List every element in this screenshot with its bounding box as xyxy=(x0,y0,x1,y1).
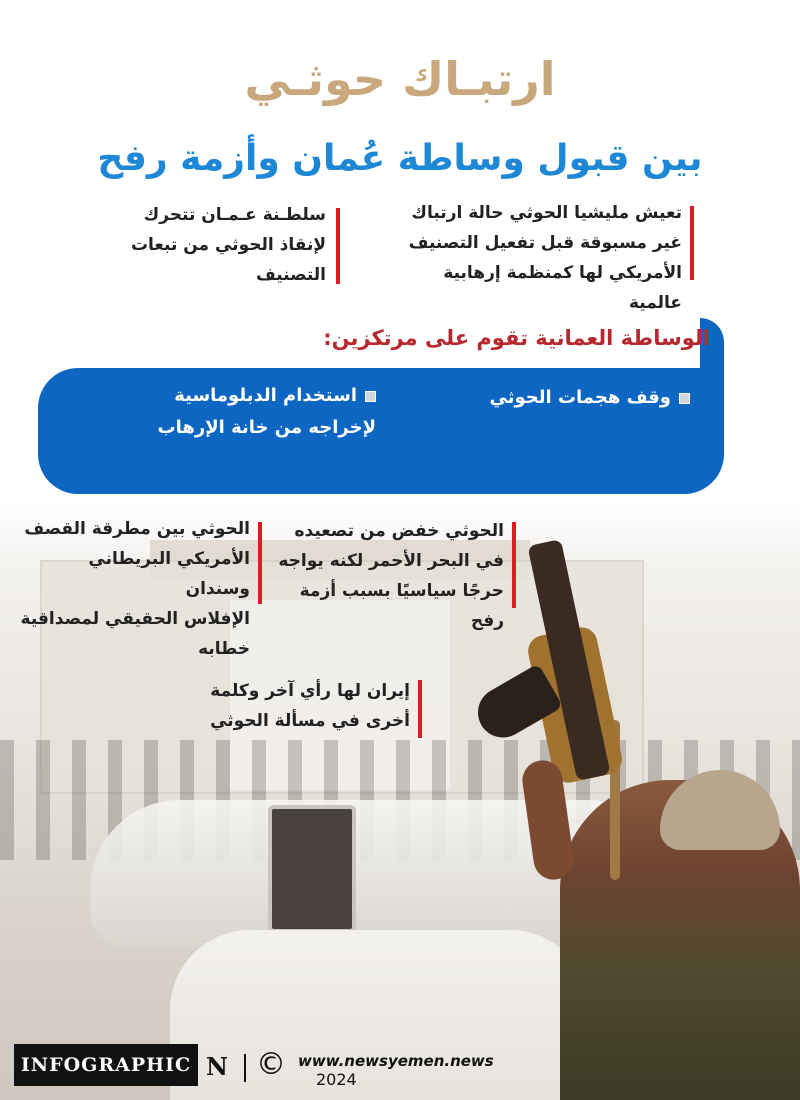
main-subtitle: بين قبول وساطة عُمان وأزمة رفح xyxy=(97,138,703,179)
point-line: الأمريكي البريطاني وسندان xyxy=(88,549,250,599)
copyright-icon: © xyxy=(256,1047,286,1082)
point-line: الحوثي بين مطرقة القصف xyxy=(24,519,250,539)
point-line: غير مسبوقة قبل تفعيل التصنيف xyxy=(408,233,682,253)
point-line: إيران لها رأي آخر وكلمة xyxy=(210,681,410,701)
accent-bar xyxy=(512,522,516,608)
mediation-pillar-1 xyxy=(440,382,690,414)
point-hammer-anvil xyxy=(20,514,250,664)
point-line: خطابه xyxy=(198,639,250,659)
point-line: التصنيف xyxy=(255,265,326,285)
point-line: حرجًا سياسيًا بسبب أزمة رفح xyxy=(299,581,504,631)
point-line: سلطـنة عـمـان تتحرك xyxy=(143,205,326,225)
point-oman-moves xyxy=(100,200,326,290)
accent-bar xyxy=(336,208,340,284)
pillar-text: وقف هجمات الحوثي xyxy=(489,387,671,408)
infographic-badge: INFOGRAPHIC xyxy=(10,1044,198,1086)
point-line: تعيش مليشيا الحوثي حالة ارتباك xyxy=(411,203,682,223)
point-iran xyxy=(200,676,410,736)
mediation-heading: الوساطة العمانية تقوم على مرتكزين: xyxy=(323,326,710,350)
website-link[interactable]: www.newsyemen.news xyxy=(298,1052,494,1070)
bullet-icon xyxy=(679,393,690,404)
accent-bar xyxy=(690,206,694,280)
point-confusion xyxy=(400,198,682,318)
bullet-icon xyxy=(365,391,376,402)
point-line: لإنقاذ الحوثي من تبعات xyxy=(130,235,326,255)
mediation-pillar-2 xyxy=(120,380,376,444)
point-line: الحوثي خفض من تصعيده xyxy=(294,521,504,541)
pillar-text: لإخراجه من خانة الإرهاب xyxy=(157,417,376,438)
delegation-people xyxy=(170,930,590,1100)
point-line: الأمريكي لها كمنظمة إرهابية عالمية xyxy=(443,263,682,313)
accent-bar xyxy=(258,522,262,604)
pillar-text: استخدام الدبلوماسية xyxy=(174,385,357,406)
point-red-sea xyxy=(262,516,504,636)
airplane-door xyxy=(268,805,356,933)
brand-logo-icon: N xyxy=(206,1052,228,1081)
point-line: أخرى في مسألة الحوثي xyxy=(210,711,410,731)
footer-year: 2024 xyxy=(316,1070,357,1089)
footer-divider xyxy=(244,1054,246,1082)
point-line: الإفلاس الحقيقي لمصداقية xyxy=(20,609,250,629)
main-title: ارتبـاك حوثـي xyxy=(244,52,556,106)
point-line: في البحر الأحمر لكنه يواجه xyxy=(278,551,504,571)
accent-bar xyxy=(418,680,422,738)
